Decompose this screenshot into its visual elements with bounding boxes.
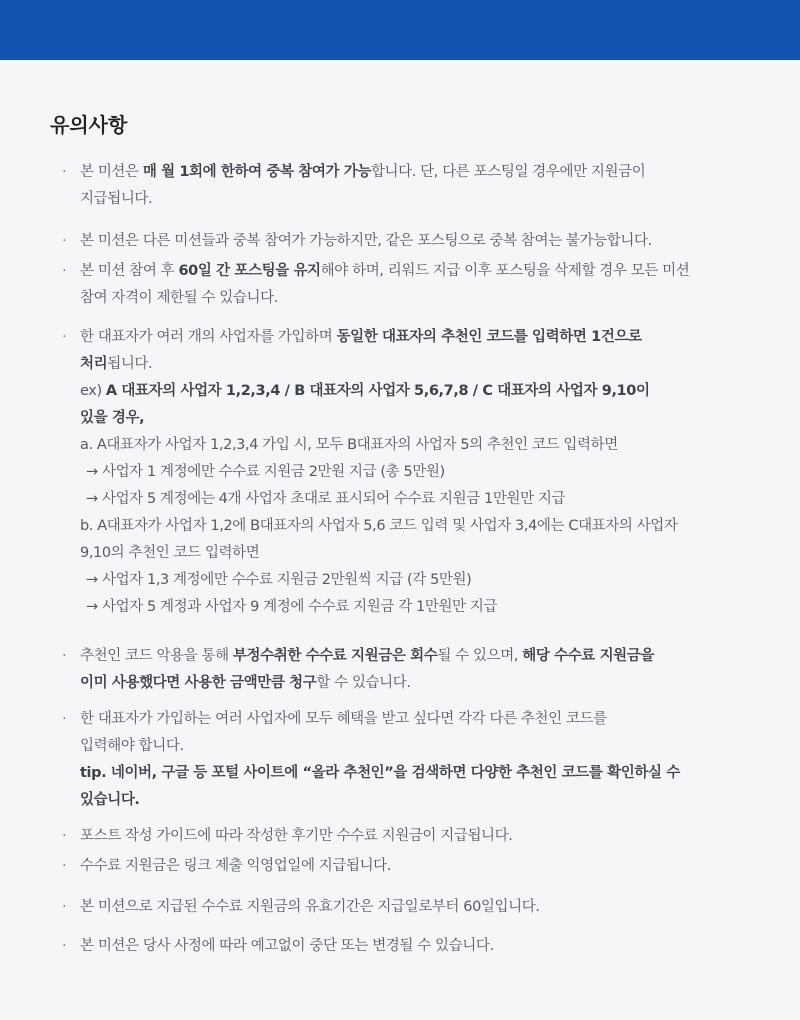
notice-text: 참여 자격이 제한될 수 있습니다. <box>80 290 278 306</box>
notice-text-bold: 동일한 대표자의 추천인 코드를 입력하면 1건으로 <box>336 329 642 345</box>
notice-item <box>62 324 740 621</box>
notice-line <box>80 186 740 213</box>
notice-item <box>62 853 740 880</box>
notice-text: 본 미션은 다른 미션들과 중복 참여가 가능하지만, 같은 포스팅으로 중복 참여는 불가능합니다. <box>80 233 652 249</box>
notice-line <box>80 894 740 921</box>
bullet-dot-icon: · <box>62 233 67 249</box>
notice-text: 할 수 있습니다. <box>316 675 411 691</box>
notice-line <box>80 159 740 186</box>
notice-text: 본 미션 참여 후 <box>80 263 179 279</box>
notice-line <box>80 285 740 312</box>
notice-line <box>80 459 740 486</box>
notice-line <box>80 513 740 540</box>
notice-text-bold: 있을 경우, <box>80 410 145 426</box>
notice-text: 지급됩니다. <box>80 191 153 207</box>
notice-text-bold: 있습니다. <box>80 792 140 808</box>
notice-text-bold: tip. 네이버, 구글 등 포털 사이트에 “올라 추천인”을 검색하면 다양한 추천인 코드를 확인하실 수 <box>80 765 680 781</box>
notice-text-bold: 60일 간 포스팅을 유지 <box>178 263 321 279</box>
notice-text: 합니다. 단, 다른 포스팅일 경우에만 지원금이 <box>370 164 646 180</box>
notice-text: 본 미션은 <box>80 164 143 180</box>
bullet-dot-icon: · <box>62 329 67 345</box>
notice-text-bold: 해당 수수료 지원금을 <box>522 648 654 664</box>
notice-text: 포스트 작성 가이드에 따라 작성한 후기만 수수료 지원금이 지급됩니다. <box>80 828 513 844</box>
notice-item <box>62 933 740 960</box>
bullet-dot-icon: · <box>62 938 67 954</box>
notice-item <box>62 706 740 814</box>
notice-line <box>80 540 740 567</box>
notice-text: → 사업자 5 계정과 사업자 9 계정에 수수료 지원금 각 1만원만 지급 <box>86 599 498 615</box>
notice-line <box>80 933 740 960</box>
notice-text: 입력해야 합니다. <box>80 738 184 754</box>
notice-item <box>62 823 740 850</box>
notice-item <box>62 258 740 312</box>
notice-text: 추천인 코드 악용을 통해 <box>80 648 233 664</box>
notice-line <box>80 706 740 733</box>
notice-section <box>0 60 800 1020</box>
bullet-dot-icon: · <box>62 263 67 279</box>
notice-text: 될 수 있으며, <box>437 648 523 664</box>
notice-text: a. A대표자가 사업자 1,2,3,4 가입 시, 모두 B대표자의 사업자 5의 추천인 코드 입력하면 <box>80 437 618 453</box>
notice-line <box>80 228 740 255</box>
notice-line <box>80 760 740 787</box>
notice-line <box>80 432 740 459</box>
notice-text: 수수료 지원금은 링크 제출 익영업일에 지급됩니다. <box>80 858 392 874</box>
notice-text: 본 미션으로 지급된 수수료 지원금의 유효기간은 지급일로부터 60일입니다. <box>80 899 540 915</box>
notice-text: → 사업자 5 계정에는 4개 사업자 초대로 표시되어 수수료 지원금 1만원만 지급 <box>86 491 566 507</box>
notice-text-bold: 처리 <box>80 356 108 372</box>
bullet-dot-icon: · <box>62 648 67 664</box>
notice-text: ex) <box>80 383 106 399</box>
notice-text-bold: 이미 사용했다면 사용한 금액만큼 청구 <box>80 675 317 691</box>
notice-line <box>80 378 740 405</box>
notice-text: → 사업자 1 계정에만 수수료 지원금 2만원 지급 (총 5만원) <box>86 464 445 480</box>
notice-line <box>80 351 740 378</box>
notice-line <box>80 643 740 670</box>
bullet-dot-icon: · <box>62 711 67 727</box>
notice-line <box>80 324 740 351</box>
notice-text-bold: 매 월 1회에 한하여 중복 참여가 가능 <box>142 164 371 180</box>
notice-line <box>80 823 740 850</box>
notice-text: 한 대표자가 여러 개의 사업자를 가입하며 <box>80 329 337 345</box>
notice-text-bold: A 대표자의 사업자 1,2,3,4 / B 대표자의 사업자 5,6,7,8 / C 대표자의 사업자 9,10이 <box>105 383 650 399</box>
notice-line <box>80 787 740 814</box>
notice-line <box>80 258 740 285</box>
notice-text: 9,10의 추천인 코드 입력하면 <box>80 545 260 561</box>
top-header-bar <box>0 0 800 60</box>
notice-line <box>80 670 740 697</box>
notice-line <box>80 733 740 760</box>
notice-line <box>80 594 740 621</box>
bullet-dot-icon: · <box>62 858 67 874</box>
bullet-dot-icon: · <box>62 899 67 915</box>
notice-text: 해야 하며, 리워드 지급 이후 포스팅을 삭제할 경우 모든 미션 <box>320 263 690 279</box>
notice-item <box>62 159 740 213</box>
notice-text: 한 대표자가 가입하는 여러 사업자에 모두 혜택을 받고 싶다면 각각 다른 추천인 코드를 <box>80 711 607 727</box>
bullet-dot-icon: · <box>62 164 67 180</box>
notice-item <box>62 643 740 697</box>
notice-text: b. A대표자가 사업자 1,2에 B대표자의 사업자 5,6 코드 입력 및 사업자 3,4에는 C대표자의 사업자 <box>80 518 678 534</box>
notice-text: 됩니다. <box>107 356 153 372</box>
notice-item <box>62 894 740 921</box>
notice-item <box>62 228 740 255</box>
notice-line <box>80 567 740 594</box>
notice-line <box>80 853 740 880</box>
bullet-dot-icon: · <box>62 828 67 844</box>
notice-text: → 사업자 1,3 계정에만 수수료 지원금 2만원씩 지급 (각 5만원) <box>86 572 472 588</box>
notice-title: 유의사항 <box>50 113 128 137</box>
notice-text-bold: 부정수취한 수수료 지원금은 회수 <box>232 648 438 664</box>
notice-line <box>80 405 740 432</box>
notice-text: 본 미션은 당사 사정에 따라 예고없이 중단 또는 변경될 수 있습니다. <box>80 938 494 954</box>
notice-line <box>80 486 740 513</box>
